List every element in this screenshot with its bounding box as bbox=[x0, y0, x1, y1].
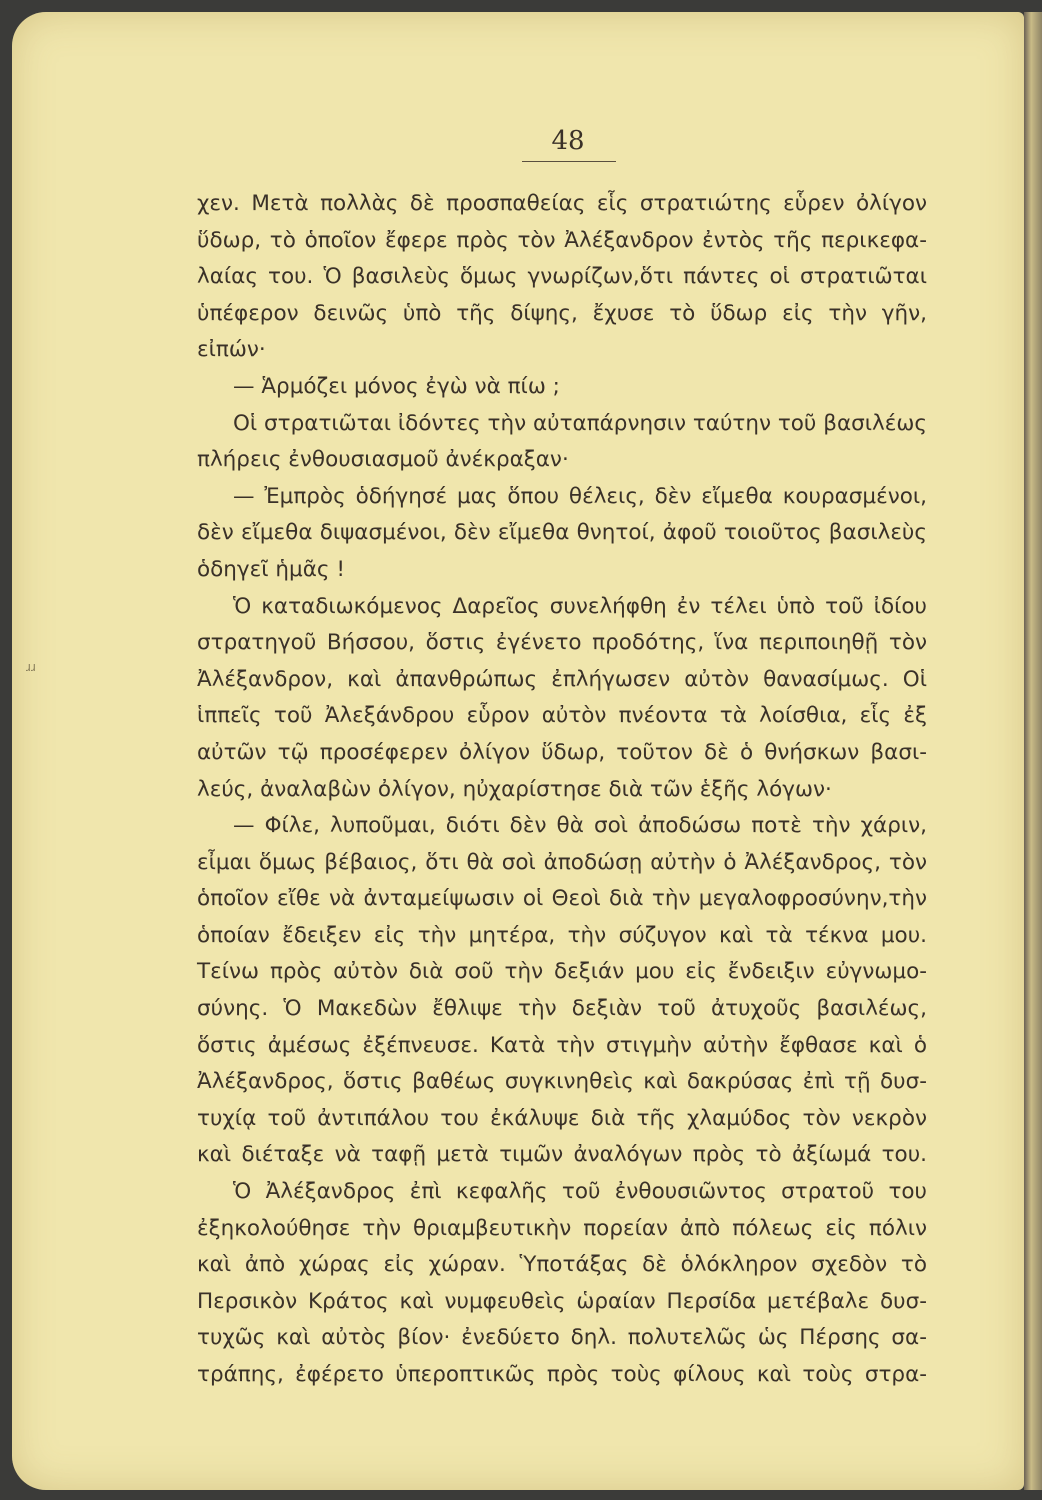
text-line: — Ἁρμόζει μόνος ἐγὼ νὰ πίω ; bbox=[233, 373, 560, 399]
text-line: εἶμαι ὅμως βέβαιος, ὅτι θὰ σοὶ ἀποδώσῃ αὐτὴν ὁ Ἀλέξανδρος, τὸν bbox=[197, 849, 927, 875]
text-line: σύνης. Ὁ Μακεδὼν ἔθλιψε τὴν δεξιὰν τοῦ ἀτυχοῦς βασιλέως, bbox=[197, 996, 927, 1022]
text-line: τυχῶς καὶ αὐτὸς βίον· ἐνεδύετο δηλ. πολυτελῶς ὡς Πέρσης σα- bbox=[197, 1325, 927, 1351]
text-line: Ἀλέξανδρον, καὶ ἀπανθρώπως ἐπλήγωσεν αὐτὸν θανασίμως. Οἱ bbox=[197, 666, 927, 692]
text-line: ὕδωρ, τὸ ὁποῖον ἔφερε πρὸς τὸν Ἀλέξανδρον ἐντὸς τῆς περικεφα- bbox=[197, 227, 927, 253]
text-line: Ὁ καταδιωκόμενος Δαρεῖος συνελήφθη ἐν τέλει ὑπὸ τοῦ ἰδίου bbox=[233, 593, 927, 619]
margin-mark: ɹɹ bbox=[26, 660, 36, 674]
text-line: Οἱ στρατιῶται ἰδόντες τὴν αὐταπάρνησιν ταύτην τοῦ βασιλέως bbox=[233, 410, 927, 436]
page-number: 48 bbox=[551, 126, 585, 156]
text-line: Ἀλέξανδρος, ὅστις βαθέως συγκινηθεὶς καὶ δακρύσας ἐπὶ τῇ δυσ- bbox=[197, 1069, 927, 1095]
text-line: καὶ διέταξε νὰ ταφῇ μετὰ τιμῶν ἀναλόγων πρὸς τὸ ἀξίωμά του. bbox=[197, 1142, 927, 1168]
text-line: Ὁ Ἀλέξανδρος ἐπὶ κεφαλῆς τοῦ ἐνθουσιῶντος στρατοῦ του bbox=[233, 1179, 927, 1205]
text-line: τυχίᾳ τοῦ ἀντιπάλου του ἐκάλυψε διὰ τῆς χλαμύδος τὸν νεκρὸν bbox=[197, 1105, 927, 1131]
text-line: ὑπέφερον δεινῶς ὑπὸ τῆς δίψης, ἔχυσε τὸ ὕδωρ εἰς τὴν γῆν, bbox=[197, 300, 927, 326]
body-text bbox=[197, 186, 927, 1394]
text-line: πλήρεις ἐνθουσιασμοῦ ἀνέκραξαν· bbox=[197, 447, 569, 473]
text-line: ἐξηκολούθησε τὴν θριαμβευτικὴν πορείαν ἀπὸ πόλεως εἰς πόλιν bbox=[197, 1215, 927, 1241]
text-line: εἰπών· bbox=[197, 337, 266, 363]
text-line: καὶ ἀπὸ χώρας εἰς χώραν. Ὑποτάξας δὲ ὁλόκληρον σχεδὸν τὸ bbox=[197, 1252, 927, 1278]
text-line: στρατηγοῦ Βήσσου, ὅστις ἐγένετο προδότης, ἵνα περιποιηθῇ τὸν bbox=[197, 630, 927, 656]
text-line: — Ἐμπρὸς ὁδήγησέ μας ὅπου θέλεις, δὲν εἴμεθα κουρασμένοι, bbox=[233, 483, 927, 509]
text-line: αὐτῶν τῷ προσέφερεν ὀλίγον ὕδωρ, τοῦτον δὲ ὁ θνήσκων βασι- bbox=[197, 739, 927, 765]
text-line: ὁποῖον εἴθε νὰ ἀνταμείψωσιν οἱ Θεοὶ διὰ τὴν μεγαλοφροσύνην,τὴν bbox=[197, 886, 927, 912]
text-line: — Φίλε, λυποῦμαι, διότι δὲν θὰ σοὶ ἀποδώσω ποτὲ τὴν χάριν, bbox=[233, 813, 927, 839]
text-line: λαίας του. Ὁ βασιλεὺς ὅμως γνωρίζων,ὅτι πάντες οἱ στρατιῶται bbox=[197, 264, 927, 290]
text-line: ὁποίαν ἔδειξεν εἰς τὴν μητέρα, τὴν σύζυγον καὶ τὰ τέκνα μου. bbox=[197, 922, 927, 948]
text-line: τράπης, ἐφέρετο ὑπεροπτικῶς πρὸς τοὺς φίλους καὶ τοὺς στρα- bbox=[197, 1362, 927, 1387]
text-line: δὲν εἴμεθα διψασμένοι, δὲν εἴμεθα θνητοί, ἀφοῦ τοιοῦτος βασιλεὺς bbox=[197, 520, 927, 546]
text-line: ἱππεῖς τοῦ Ἀλεξάνδρου εὗρον αὐτὸν πνέοντα τὰ λοίσθια, εἷς ἐξ bbox=[197, 703, 927, 729]
text-line: Περσικὸν Κράτος καὶ νυμφευθεὶς ὡραίαν Περσίδα μετέβαλε δυσ- bbox=[197, 1288, 927, 1314]
text-line: Τείνω πρὸς αὐτὸν διὰ σοῦ τὴν δεξιάν μου εἰς ἔνδειξιν εὐγνωμο- bbox=[197, 959, 927, 985]
text-line: ὁδηγεῖ ἡμᾶς ! bbox=[197, 556, 345, 582]
text-line: χεν. Μετὰ πολλὰς δὲ προσπαθείας εἷς στρατιώτης εὗρεν ὀλίγον bbox=[197, 191, 927, 216]
text-line: ὅστις ἀμέσως ἐξέπνευσε. Κατὰ τὴν στιγμὴν αὐτὴν ἔφθασε καὶ ὁ bbox=[197, 1032, 927, 1058]
text-line: λεύς, ἀναλαβὼν ὀλίγον, ηὐχαρίστησε διὰ τῶν ἑξῆς λόγων· bbox=[197, 776, 832, 802]
book-binding bbox=[1024, 12, 1042, 1490]
header-rule bbox=[522, 161, 616, 162]
